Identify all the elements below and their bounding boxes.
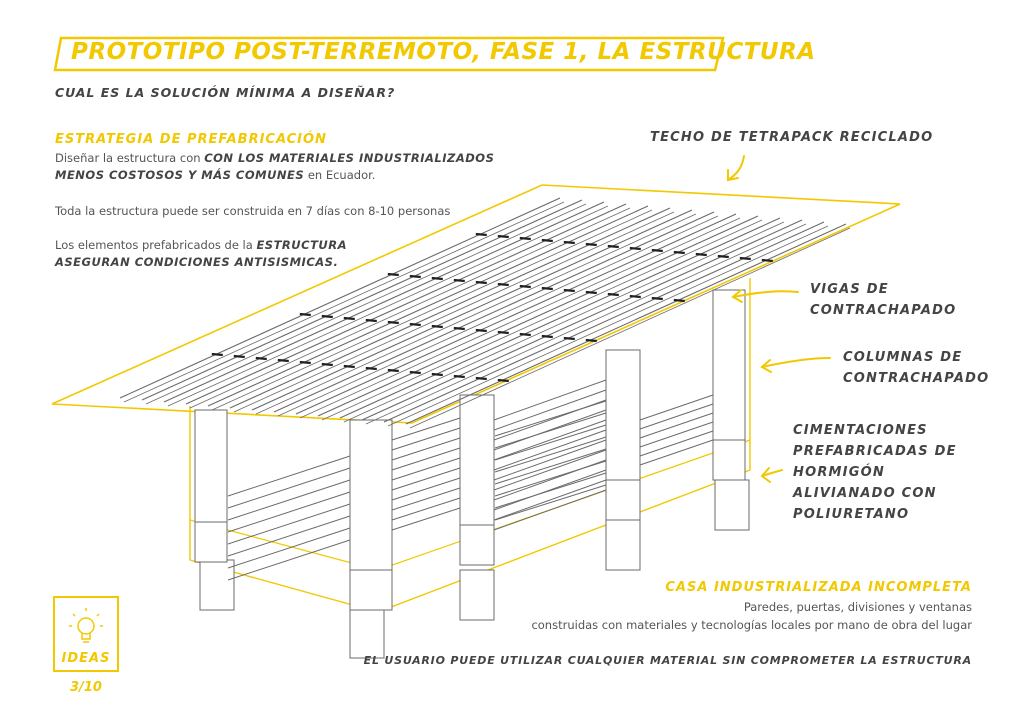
roof-beam	[120, 198, 560, 398]
strategy-p1-emphasis: CON LOS MATERIALES INDUSTRIALIZADOS MENOS COSTOSOS Y MÁS COMUNES	[55, 151, 495, 182]
roof-purlin	[454, 376, 465, 377]
wall-slat	[392, 458, 460, 480]
label-vigas-line-2: CONTRACHAPADO	[810, 303, 957, 318]
roof-purlin	[586, 340, 597, 341]
roof-purlin	[498, 332, 509, 333]
roof-purlin	[498, 380, 509, 381]
roof-purlin	[740, 258, 751, 259]
roof-purlin	[762, 260, 773, 261]
roof-purlin	[718, 256, 729, 257]
roof-beam	[142, 200, 582, 400]
foundation-footing	[460, 570, 494, 620]
floor-joist	[228, 480, 350, 520]
wall-slat	[392, 418, 460, 440]
roof-purlin	[564, 242, 575, 243]
wall-slat	[392, 428, 460, 450]
label-techo: TECHO DE TETRAPACK RECICLADO	[650, 130, 934, 145]
roof-purlin	[366, 368, 377, 369]
roof-beam	[384, 222, 824, 422]
roof-purlin	[410, 324, 421, 325]
roof-purlin	[322, 316, 333, 317]
wall-slat	[392, 478, 460, 500]
page-number: 3/10	[70, 680, 102, 695]
roof-beam	[296, 214, 736, 414]
roof-beam-edge	[300, 218, 740, 418]
column	[350, 420, 392, 610]
roof-purlin	[432, 278, 443, 279]
roof-purlin	[410, 276, 421, 277]
label-cim-line-1: CIMENTACIONES	[793, 423, 928, 438]
arrow-techo	[728, 156, 744, 180]
strategy-paragraph-2: Toda la estructura puede ser construida en 7 días con 8-10 personas	[55, 204, 451, 218]
roof-purlin	[344, 366, 355, 367]
roof-purlin	[564, 290, 575, 291]
strategy-p1-end: en Ecuador.	[304, 168, 376, 182]
roof-beam	[230, 208, 670, 408]
roof-purlin	[564, 338, 575, 339]
roof-purlin	[542, 336, 553, 337]
roof-purlin	[476, 378, 487, 379]
floor-joist	[228, 456, 350, 496]
roof-purlin	[652, 298, 663, 299]
label-vigas	[810, 279, 956, 321]
label-columnas-line-2: CONTRACHAPADO	[843, 371, 990, 386]
roof-purlin	[454, 280, 465, 281]
wall-slat	[494, 440, 606, 480]
roof-purlin	[366, 320, 377, 321]
roof-purlin	[608, 294, 619, 295]
wall-slat	[494, 380, 606, 420]
wall-slat	[392, 438, 460, 460]
roof-beam	[186, 204, 626, 404]
wall-slat	[494, 480, 606, 520]
roof-purlin	[454, 328, 465, 329]
strategy-p1-text: Diseñar la estructura con	[55, 151, 205, 165]
casa-line-2: construidas con materiales y tecnologías locales por mano de obra del lugar	[531, 618, 972, 632]
roof-purlin	[674, 252, 685, 253]
floor-joist	[228, 468, 350, 508]
column	[713, 290, 745, 480]
roof-purlin	[608, 246, 619, 247]
column	[606, 350, 640, 520]
column	[460, 395, 494, 565]
roof-purlin	[212, 354, 223, 355]
roof-beam-edge	[190, 208, 630, 408]
roof-purlin	[256, 358, 267, 359]
roof-purlin	[432, 374, 443, 375]
roof-beam-edge	[124, 202, 564, 402]
floor-joist	[228, 504, 350, 544]
strategy-p3-emphasis: ESTRUCTURA ASEGURAN CONDICIONES ANTISISMICAS.	[55, 238, 348, 269]
lightbulb-icon	[55, 600, 117, 650]
roof-beam-edge	[322, 220, 762, 420]
wall-slat	[494, 400, 606, 440]
roof-beam	[164, 202, 604, 402]
roof-purlin	[586, 292, 597, 293]
roof-purlin	[586, 244, 597, 245]
page-title: PROTOTIPO POST-TERREMOTO, FASE 1, LA ESTRUCTURA	[71, 39, 816, 65]
floor-joist	[228, 492, 350, 532]
wall-slat	[494, 460, 606, 500]
roof-purlin	[388, 274, 399, 275]
roof-purlin	[520, 334, 531, 335]
roof-purlin	[696, 254, 707, 255]
wall-slat	[494, 390, 606, 430]
arrow-columnas	[762, 358, 830, 367]
roof-purlin	[300, 362, 311, 363]
wall-slat	[494, 450, 606, 490]
wall-slat	[392, 468, 460, 490]
roof-purlin	[344, 318, 355, 319]
page-subtitle: CUAL ES LA SOLUCIÓN MÍNIMA A DISEÑAR?	[55, 85, 396, 100]
wall-slat	[392, 488, 460, 510]
roof-purlin	[520, 286, 531, 287]
foundation-footing	[715, 480, 749, 530]
casa-heading: CASA INDUSTRIALIZADA INCOMPLETA	[665, 580, 972, 595]
label-cimentaciones	[793, 420, 957, 525]
roof-purlin	[652, 250, 663, 251]
label-columnas-line-1: COLUMNAS DE	[843, 350, 963, 365]
label-vigas-line-1: VIGAS DE	[810, 282, 889, 297]
roof-purlin	[520, 238, 531, 239]
roof-purlin	[234, 356, 245, 357]
roof-purlin	[388, 370, 399, 371]
roof-purlin	[432, 326, 443, 327]
label-cim-line-3: HORMIGÓN	[793, 465, 885, 480]
roof-purlin	[476, 234, 487, 235]
roof-purlin	[498, 236, 509, 237]
wall-slat	[392, 448, 460, 470]
roof-purlin	[542, 240, 553, 241]
ideas-label: IDEAS	[61, 651, 111, 666]
strategy-heading: ESTRATEGIA DE PREFABRICACIÓN	[55, 132, 327, 147]
roof-beam-edge	[168, 206, 608, 406]
roof-purlin	[542, 288, 553, 289]
roof-purlin	[630, 248, 641, 249]
roof-beam	[318, 216, 758, 416]
foundation-footing	[350, 608, 384, 658]
roof-beam-edge	[212, 210, 652, 410]
roof-beam	[274, 212, 714, 412]
roof-purlin	[300, 314, 311, 315]
roof-purlin	[278, 360, 289, 361]
roof-purlin	[322, 364, 333, 365]
floor-joist	[228, 516, 350, 556]
roof-purlin	[476, 330, 487, 331]
foundation-footing	[606, 520, 640, 570]
wall-slat	[494, 490, 606, 530]
wall-slat	[494, 430, 606, 470]
usuario-note: EL USUARIO PUEDE UTILIZAR CUALQUIER MATERIAL SIN COMPROMETER LA ESTRUCTURA	[363, 654, 972, 667]
roof-purlin	[388, 322, 399, 323]
label-cim-line-5: POLIURETANO	[793, 507, 910, 522]
roof-purlin	[630, 296, 641, 297]
column	[195, 410, 227, 562]
ideas-badge	[53, 596, 119, 672]
label-cim-line-2: PREFABRICADAS DE	[793, 444, 957, 459]
roof-purlin	[498, 284, 509, 285]
roof-purlin	[410, 372, 421, 373]
label-cim-line-4: ALIVIANADO CON	[793, 486, 937, 501]
casa-line-1: Paredes, puertas, divisiones y ventanas	[743, 600, 972, 614]
wall-slat	[392, 498, 460, 520]
label-columnas	[843, 347, 989, 389]
strategy-p3-text: Los elementos prefabricados de la	[55, 238, 257, 252]
roof-purlin	[476, 282, 487, 283]
roof-purlin	[674, 300, 685, 301]
wall-slat	[392, 508, 460, 530]
floor-joist	[228, 528, 350, 568]
